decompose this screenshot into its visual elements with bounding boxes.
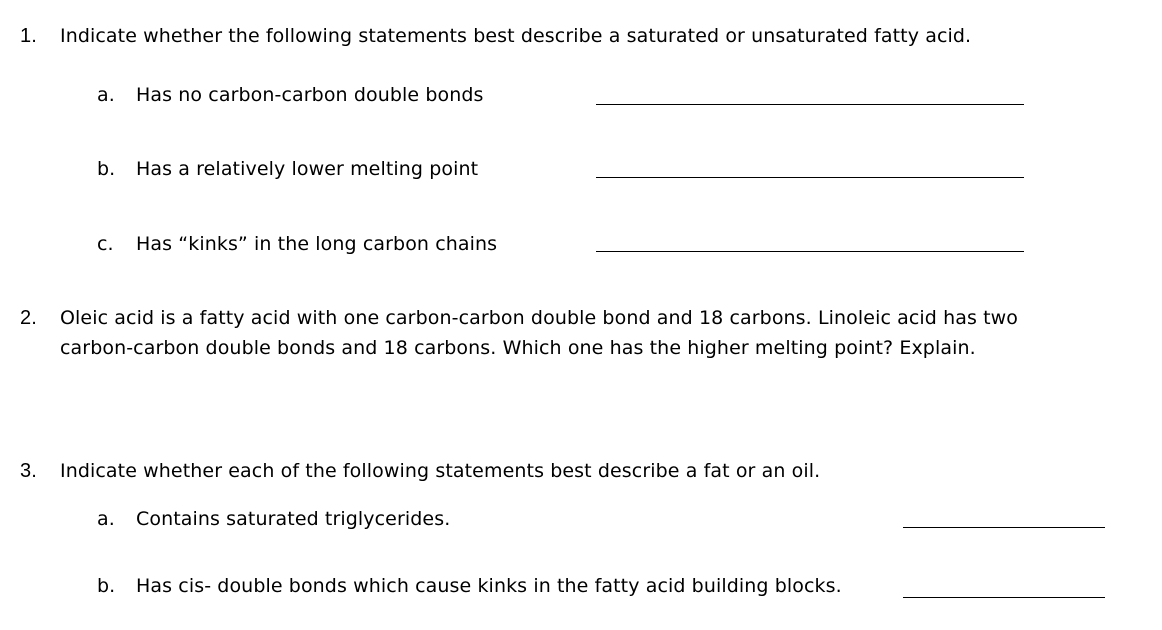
question-3b-letter: b. [97,575,116,597]
question-2-number: 2. [20,307,37,329]
question-1-number: 1. [20,25,37,47]
answer-blank-3b[interactable] [903,597,1105,598]
answer-blank-3a[interactable] [903,527,1105,528]
question-1c-text: Has “kinks” in the long carbon chains [136,233,498,255]
question-2-text-line1: Oleic acid is a fatty acid with one carbon-carbon double bond and 18 carbons. Linoleic acid has two [60,307,1019,329]
question-2-text-line2: carbon-carbon double bonds and 18 carbons. Which one has the higher melting point? Explain. [60,337,976,359]
question-1a-text: Has no carbon-carbon double bonds [136,84,484,106]
question-1b-text: Has a relatively lower melting point [136,158,479,180]
question-3a-letter: a. [97,508,115,530]
answer-blank-1a[interactable] [596,104,1024,105]
question-1a-letter: a. [97,84,115,106]
answer-blank-1b[interactable] [596,177,1024,178]
question-1-text: Indicate whether the following statements best describe a saturated or unsaturated fatty acid. [60,25,972,47]
answer-blank-1c[interactable] [596,251,1024,252]
question-3a-text: Contains saturated triglycerides. [136,508,451,530]
question-1b-letter: b. [97,158,116,180]
question-3-text: Indicate whether each of the following statements best describe a fat or an oil. [60,460,821,482]
question-3b-text: Has cis- double bonds which cause kinks in the fatty acid building blocks. [136,575,842,597]
question-1c-letter: c. [97,233,114,255]
question-3-number: 3. [20,460,37,482]
